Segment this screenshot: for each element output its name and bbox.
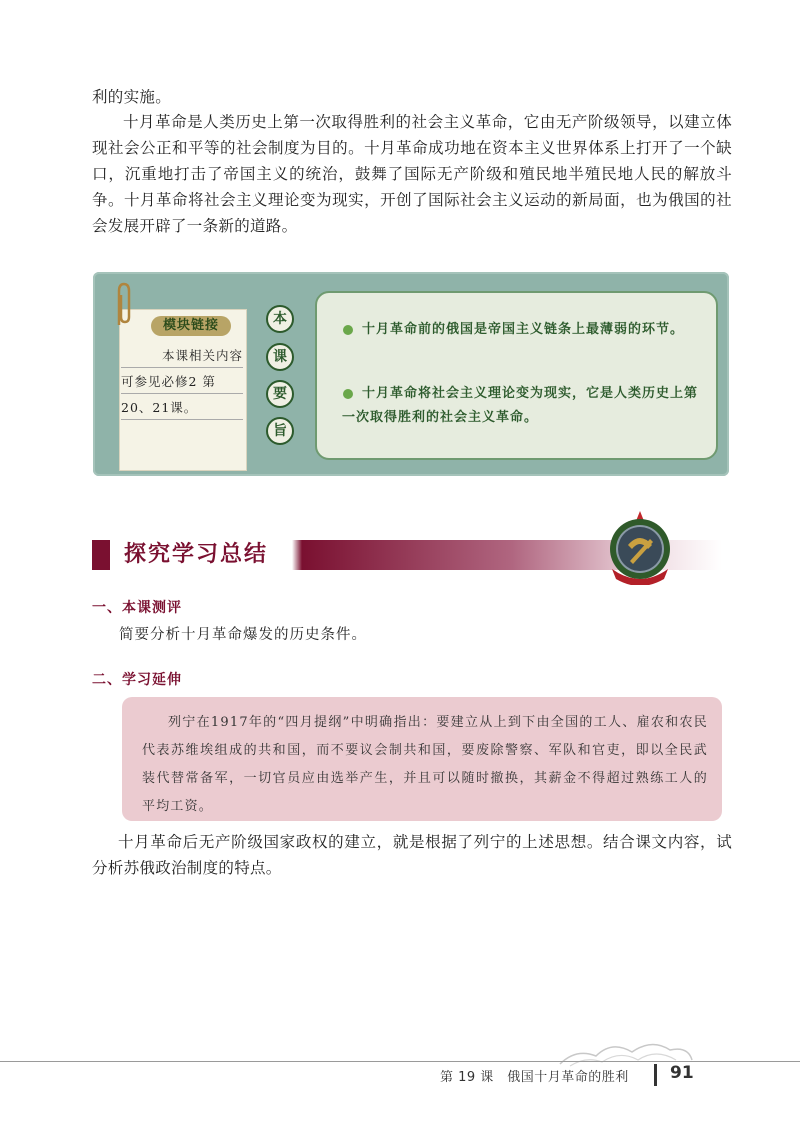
footer-lesson-title: 第 19 课 俄国十月革命的胜利 [440, 1070, 629, 1085]
key-points-panel [315, 291, 718, 460]
page-number: 91 [670, 1063, 694, 1083]
key-point-item: 十月革命前的俄国是帝国主义链条上最薄弱的环节。 [362, 322, 685, 337]
module-link-title: 模块链接 [151, 316, 231, 336]
footer-separator [654, 1064, 657, 1086]
section-title: 探究学习总结 [124, 542, 269, 567]
subsection-heading: 一、本课测评 [92, 600, 182, 616]
body-paragraph: 利的实施。 [92, 88, 172, 106]
section-header-marker [92, 540, 110, 570]
key-point-item: 十月革命将社会主义理论变为现实，它是人类历史上第一次取得胜利的社会主义革命。 [342, 386, 699, 425]
question-text: 简要分析十月革命爆发的历史条件。 [119, 627, 367, 643]
key-points-label-char: 本 [266, 305, 294, 333]
quote-text: 列宁在1917年的“四月提纲”中明确指出：要建立从上到下由全国的工人、雇农和农民代表苏维埃组成的共和国，而不要议会制共和国，要废除警察、军队和官吏，即以全民武装代替常备军，一切官员应由选举产生，并且可以随时撤换，其薪金不得超过熟练工人的平均工资。 [142, 715, 708, 814]
note-line: 本课相关内容 [121, 345, 243, 368]
hammer-sickle-emblem-icon [604, 509, 676, 585]
note-line: 20、21课。 [121, 397, 243, 420]
key-points-label-char: 要 [266, 380, 294, 408]
paperclip-icon [113, 281, 135, 329]
question-text: 十月革命后无产阶级国家政权的建立，就是根据了列宁的上述思想。结合课文内容，试分析苏俄政治制度的特点。 [92, 833, 732, 877]
subsection-heading: 二、学习延伸 [92, 672, 182, 688]
note-line: 可参见必修2 第 [121, 371, 243, 394]
footer-rule [0, 1061, 800, 1062]
key-points-label-char: 旨 [266, 417, 294, 445]
body-paragraph: 十月革命是人类历史上第一次取得胜利的社会主义革命，它由无产阶级领导，以建立体现社会公正和平等的社会制度为目的。十月革命成功地在资本主义世界体系上打开了一个缺口，沉重地打击了帝国主义的统治，鼓舞了国际无产阶级和殖民地半殖民地人民的解放斗争。十月革命将社会主义理论变为现实，开创了国际社会主义运动的新局面，也为俄国的社会发展开辟了一条新的道路。 [92, 113, 732, 235]
key-points-label-char: 课 [266, 343, 294, 371]
